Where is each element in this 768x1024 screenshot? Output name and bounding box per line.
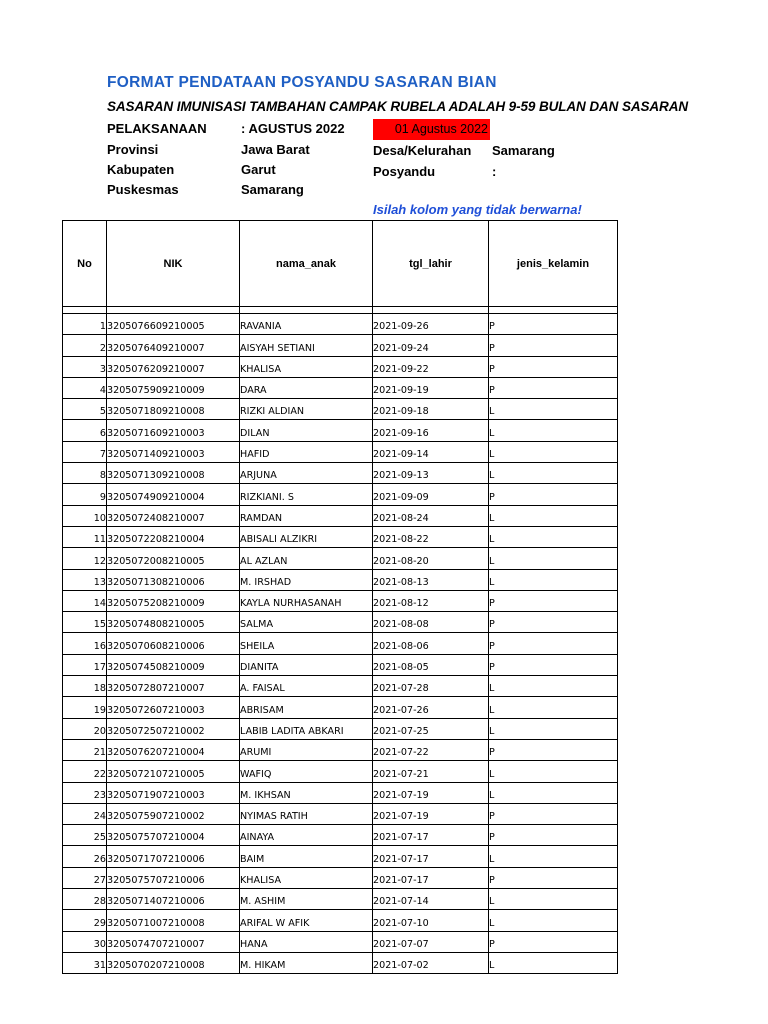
table-row: [63, 889, 618, 910]
cell-nama-anak[interactable]: AISYAH SETIANI: [240, 335, 373, 356]
cell-jenis-kelamin[interactable]: L: [489, 420, 618, 441]
cell-no[interactable]: 31: [63, 952, 107, 973]
cell-no[interactable]: 22: [63, 761, 107, 782]
table-row: [63, 782, 618, 803]
cell-tgl-lahir[interactable]: 2021-07-25: [373, 718, 489, 739]
cell-nama-anak[interactable]: BAIM: [240, 846, 373, 867]
kabupaten-value[interactable]: Garut: [241, 162, 276, 177]
spacer-cell: [240, 307, 373, 314]
cell-no[interactable]: 25: [63, 825, 107, 846]
cell-no[interactable]: 16: [63, 633, 107, 654]
cell-tgl-lahir[interactable]: 2021-07-17: [373, 825, 489, 846]
spacer-row: [63, 307, 618, 314]
cell-nama-anak[interactable]: ARUMI: [240, 739, 373, 760]
cell-no[interactable]: 10: [63, 505, 107, 526]
cell-tgl-lahir[interactable]: 2021-07-22: [373, 739, 489, 760]
cell-jenis-kelamin[interactable]: L: [489, 846, 618, 867]
table-row: [63, 420, 618, 441]
column-header-nik: NIK: [107, 221, 240, 307]
cell-jenis-kelamin[interactable]: P: [489, 739, 618, 760]
cell-nama-anak[interactable]: M. ASHIM: [240, 889, 373, 910]
cell-nik[interactable]: 3205071308210006: [107, 569, 240, 590]
cell-tgl-lahir[interactable]: 2021-09-18: [373, 399, 489, 420]
table-row: [63, 739, 618, 760]
cell-nik[interactable]: 3205075707210004: [107, 825, 240, 846]
cell-nama-anak[interactable]: SALMA: [240, 612, 373, 633]
cell-nama-anak[interactable]: NYIMAS RATIH: [240, 803, 373, 824]
cell-jenis-kelamin[interactable]: L: [489, 697, 618, 718]
cell-no[interactable]: 27: [63, 867, 107, 888]
cell-nama-anak[interactable]: M. IKHSAN: [240, 782, 373, 803]
table-row: [63, 377, 618, 398]
posyandu-label: Posyandu: [373, 164, 436, 179]
cell-nik[interactable]: 3205075707210006: [107, 867, 240, 888]
column-header-nama-anak: nama_anak: [240, 221, 373, 307]
cell-tgl-lahir[interactable]: 2021-08-13: [373, 569, 489, 590]
cell-nama-anak[interactable]: KHALISA: [240, 867, 373, 888]
table-row: [63, 761, 618, 782]
cell-no[interactable]: 1: [63, 314, 107, 335]
table-row: [63, 314, 618, 335]
cell-nama-anak[interactable]: RAMDAN: [240, 505, 373, 526]
cell-no[interactable]: 20: [63, 718, 107, 739]
cell-tgl-lahir[interactable]: 2021-09-13: [373, 463, 489, 484]
spacer-cell: [63, 307, 107, 314]
cell-nik[interactable]: 3205075907210002: [107, 803, 240, 824]
cell-nik[interactable]: 3205075909210009: [107, 377, 240, 398]
cell-no[interactable]: 19: [63, 697, 107, 718]
cell-no[interactable]: 8: [63, 463, 107, 484]
table-row: [63, 441, 618, 462]
cell-jenis-kelamin[interactable]: L: [489, 761, 618, 782]
cell-no[interactable]: 2: [63, 335, 107, 356]
cell-tgl-lahir[interactable]: 2021-09-26: [373, 314, 489, 335]
cell-nama-anak[interactable]: KAYLA NURHASANAH: [240, 590, 373, 611]
provinsi-label: Provinsi: [107, 142, 159, 157]
cell-nik[interactable]: 3205076409210007: [107, 335, 240, 356]
cell-nik[interactable]: 3205076209210007: [107, 356, 240, 377]
cell-nama-anak[interactable]: ARJUNA: [240, 463, 373, 484]
cell-jenis-kelamin[interactable]: L: [489, 718, 618, 739]
cell-no[interactable]: 5: [63, 399, 107, 420]
cell-jenis-kelamin[interactable]: P: [489, 314, 618, 335]
cell-nama-anak[interactable]: DARA: [240, 377, 373, 398]
cell-no[interactable]: 4: [63, 377, 107, 398]
kabupaten-label: Kabupaten: [107, 162, 175, 177]
cell-nik[interactable]: 3205072208210004: [107, 526, 240, 547]
desa-value[interactable]: Samarang: [492, 143, 555, 158]
cell-nama-anak[interactable]: ABRISAM: [240, 697, 373, 718]
cell-tgl-lahir[interactable]: 2021-09-16: [373, 420, 489, 441]
cell-nik[interactable]: 3205071809210008: [107, 399, 240, 420]
cell-tgl-lahir[interactable]: 2021-07-26: [373, 697, 489, 718]
cell-nama-anak[interactable]: ABISALI ALZIKRI: [240, 526, 373, 547]
cell-tgl-lahir[interactable]: 2021-07-07: [373, 931, 489, 952]
cell-nik[interactable]: 3205075208210009: [107, 590, 240, 611]
cell-nik[interactable]: 3205072807210007: [107, 676, 240, 697]
cell-nama-anak[interactable]: RAVANIA: [240, 314, 373, 335]
table-row: [63, 526, 618, 547]
cell-nama-anak[interactable]: HAFID: [240, 441, 373, 462]
cell-nama-anak[interactable]: HANA: [240, 931, 373, 952]
cell-nik[interactable]: 3205074707210007: [107, 931, 240, 952]
cell-jenis-kelamin[interactable]: L: [489, 569, 618, 590]
cell-nik[interactable]: 3205076207210004: [107, 739, 240, 760]
spacer-cell: [107, 307, 240, 314]
cell-nik[interactable]: 3205072607210003: [107, 697, 240, 718]
cell-nik[interactable]: 3205070608210006: [107, 633, 240, 654]
cell-tgl-lahir[interactable]: 2021-07-17: [373, 846, 489, 867]
cell-tgl-lahir[interactable]: 2021-08-08: [373, 612, 489, 633]
cell-tgl-lahir[interactable]: 2021-08-05: [373, 654, 489, 675]
table-row: [63, 356, 618, 377]
cell-nik[interactable]: 3205072408210007: [107, 505, 240, 526]
table-row: [63, 463, 618, 484]
cell-jenis-kelamin[interactable]: L: [489, 952, 618, 973]
cell-tgl-lahir[interactable]: 2021-08-12: [373, 590, 489, 611]
cell-nama-anak[interactable]: AL AZLAN: [240, 548, 373, 569]
table-row: [63, 484, 618, 505]
cell-tgl-lahir[interactable]: 2021-09-22: [373, 356, 489, 377]
cell-no[interactable]: 18: [63, 676, 107, 697]
cell-no[interactable]: 30: [63, 931, 107, 952]
table-row: [63, 697, 618, 718]
cell-no[interactable]: 26: [63, 846, 107, 867]
table-row: [63, 803, 618, 824]
cell-tgl-lahir[interactable]: 2021-08-06: [373, 633, 489, 654]
cell-tgl-lahir[interactable]: 2021-07-17: [373, 867, 489, 888]
cell-jenis-kelamin[interactable]: L: [489, 782, 618, 803]
cell-nik[interactable]: 3205076609210005: [107, 314, 240, 335]
cell-nik[interactable]: 3205072107210005: [107, 761, 240, 782]
table-row: [63, 335, 618, 356]
cell-tgl-lahir[interactable]: 2021-07-28: [373, 676, 489, 697]
cell-nik[interactable]: 3205071707210006: [107, 846, 240, 867]
cell-jenis-kelamin[interactable]: P: [489, 803, 618, 824]
cell-no[interactable]: 17: [63, 654, 107, 675]
table-row: [63, 548, 618, 569]
spacer-cell: [489, 307, 618, 314]
cell-tgl-lahir[interactable]: 2021-07-14: [373, 889, 489, 910]
cell-tgl-lahir[interactable]: 2021-09-14: [373, 441, 489, 462]
cell-no[interactable]: 15: [63, 612, 107, 633]
cell-nama-anak[interactable]: WAFIQ: [240, 761, 373, 782]
provinsi-value[interactable]: Jawa Barat: [241, 142, 310, 157]
cell-nik[interactable]: 3205071609210003: [107, 420, 240, 441]
cell-nama-anak[interactable]: ARIFAL W AFIK: [240, 910, 373, 931]
column-header-no: No: [63, 221, 107, 307]
table-row: [63, 825, 618, 846]
cell-tgl-lahir[interactable]: 2021-09-19: [373, 377, 489, 398]
cell-jenis-kelamin[interactable]: P: [489, 654, 618, 675]
cell-no[interactable]: 24: [63, 803, 107, 824]
cell-nik[interactable]: 3205074808210005: [107, 612, 240, 633]
cell-no[interactable]: 6: [63, 420, 107, 441]
cell-tgl-lahir[interactable]: 2021-07-02: [373, 952, 489, 973]
instruction-note: Isilah kolom yang tidak berwarna!: [373, 202, 582, 217]
cell-nama-anak[interactable]: M. HIKAM: [240, 952, 373, 973]
table-row: [63, 505, 618, 526]
cell-tgl-lahir[interactable]: 2021-07-10: [373, 910, 489, 931]
cell-jenis-kelamin[interactable]: P: [489, 612, 618, 633]
cell-nama-anak[interactable]: A. FAISAL: [240, 676, 373, 697]
table-row: [63, 867, 618, 888]
cell-jenis-kelamin[interactable]: P: [489, 633, 618, 654]
cell-nama-anak[interactable]: DIANITA: [240, 654, 373, 675]
cell-tgl-lahir[interactable]: 2021-08-20: [373, 548, 489, 569]
cell-nama-anak[interactable]: RIZKIANI. S: [240, 484, 373, 505]
cell-jenis-kelamin[interactable]: P: [489, 867, 618, 888]
table-row: [63, 590, 618, 611]
cell-no[interactable]: 3: [63, 356, 107, 377]
cell-no[interactable]: 7: [63, 441, 107, 462]
cell-nik[interactable]: 3205071407210006: [107, 889, 240, 910]
cell-nik[interactable]: 3205071007210008: [107, 910, 240, 931]
cell-no[interactable]: 12: [63, 548, 107, 569]
cell-jenis-kelamin[interactable]: L: [489, 463, 618, 484]
cell-nik[interactable]: 3205074508210009: [107, 654, 240, 675]
cell-tgl-lahir[interactable]: 2021-08-24: [373, 505, 489, 526]
cell-jenis-kelamin[interactable]: L: [489, 441, 618, 462]
pelaksanaan-label: PELAKSANAAN: [107, 121, 207, 136]
cell-jenis-kelamin[interactable]: L: [489, 910, 618, 931]
cell-nik[interactable]: 3205072008210005: [107, 548, 240, 569]
pelaksanaan-value: : AGUSTUS 2022: [241, 121, 345, 136]
table-row: [63, 399, 618, 420]
cell-jenis-kelamin[interactable]: P: [489, 931, 618, 952]
cell-nik[interactable]: 3205071309210008: [107, 463, 240, 484]
cell-jenis-kelamin[interactable]: P: [489, 825, 618, 846]
cell-tgl-lahir[interactable]: 2021-08-22: [373, 526, 489, 547]
cell-nama-anak[interactable]: M. IRSHAD: [240, 569, 373, 590]
cell-jenis-kelamin[interactable]: L: [489, 505, 618, 526]
cell-nama-anak[interactable]: AINAYA: [240, 825, 373, 846]
cell-no[interactable]: 13: [63, 569, 107, 590]
cell-jenis-kelamin[interactable]: P: [489, 590, 618, 611]
cell-no[interactable]: 29: [63, 910, 107, 931]
table-row: [63, 846, 618, 867]
cell-tgl-lahir[interactable]: 2021-09-24: [373, 335, 489, 356]
table-row: [63, 952, 618, 973]
data-table: [62, 220, 618, 974]
cell-jenis-kelamin[interactable]: L: [489, 399, 618, 420]
table-row: [63, 910, 618, 931]
cell-nik[interactable]: 3205074909210004: [107, 484, 240, 505]
cell-tgl-lahir[interactable]: 2021-07-19: [373, 782, 489, 803]
spacer-cell: [373, 307, 489, 314]
cell-jenis-kelamin[interactable]: L: [489, 526, 618, 547]
cell-jenis-kelamin[interactable]: P: [489, 377, 618, 398]
cell-nama-anak[interactable]: SHEILA: [240, 633, 373, 654]
subtitle-cell: [107, 98, 689, 118]
cell-jenis-kelamin[interactable]: L: [489, 548, 618, 569]
cell-tgl-lahir[interactable]: 2021-07-21: [373, 761, 489, 782]
table-row: [63, 569, 618, 590]
table-row: [63, 654, 618, 675]
puskesmas-value[interactable]: Samarang: [241, 182, 304, 197]
cell-nik[interactable]: 3205071907210003: [107, 782, 240, 803]
cell-no[interactable]: 9: [63, 484, 107, 505]
cell-jenis-kelamin[interactable]: P: [489, 335, 618, 356]
header-row: [63, 221, 618, 307]
cell-jenis-kelamin[interactable]: P: [489, 484, 618, 505]
cell-no[interactable]: 21: [63, 739, 107, 760]
cell-no[interactable]: 11: [63, 526, 107, 547]
cell-nama-anak[interactable]: LABIB LADITA ABKARI: [240, 718, 373, 739]
cell-no[interactable]: 14: [63, 590, 107, 611]
subtitle: SASARAN IMUNISASI TAMBAHAN CAMPAK RUBELA ADALAH 9-59 BULAN DAN SASARAN: [107, 99, 689, 114]
table-row: [63, 633, 618, 654]
table-row: [63, 718, 618, 739]
page-title: FORMAT PENDATAAN POSYANDU SASARAN BIAN: [107, 74, 497, 91]
table-row: [63, 612, 618, 633]
table-row: [63, 676, 618, 697]
posyandu-value[interactable]: :: [492, 164, 497, 179]
cell-jenis-kelamin[interactable]: L: [489, 676, 618, 697]
cell-nama-anak[interactable]: DILAN: [240, 420, 373, 441]
puskesmas-label: Puskesmas: [107, 182, 179, 197]
cell-nama-anak[interactable]: KHALISA: [240, 356, 373, 377]
cell-no[interactable]: 23: [63, 782, 107, 803]
date-highlight-cell[interactable]: 01 Agustus 2022: [373, 119, 490, 140]
cell-nama-anak[interactable]: RIZKI ALDIAN: [240, 399, 373, 420]
cell-jenis-kelamin[interactable]: P: [489, 356, 618, 377]
cell-tgl-lahir[interactable]: 2021-07-19: [373, 803, 489, 824]
cell-nik[interactable]: 3205072507210002: [107, 718, 240, 739]
column-header-jenis-kelamin: jenis_kelamin: [489, 221, 618, 307]
cell-jenis-kelamin[interactable]: L: [489, 889, 618, 910]
column-header-tgl-lahir: tgl_lahir: [373, 221, 489, 307]
cell-tgl-lahir[interactable]: 2021-09-09: [373, 484, 489, 505]
cell-nik[interactable]: 3205071409210003: [107, 441, 240, 462]
cell-no[interactable]: 28: [63, 889, 107, 910]
desa-label: Desa/Kelurahan: [373, 143, 472, 158]
table-row: [63, 931, 618, 952]
cell-nik[interactable]: 3205070207210008: [107, 952, 240, 973]
